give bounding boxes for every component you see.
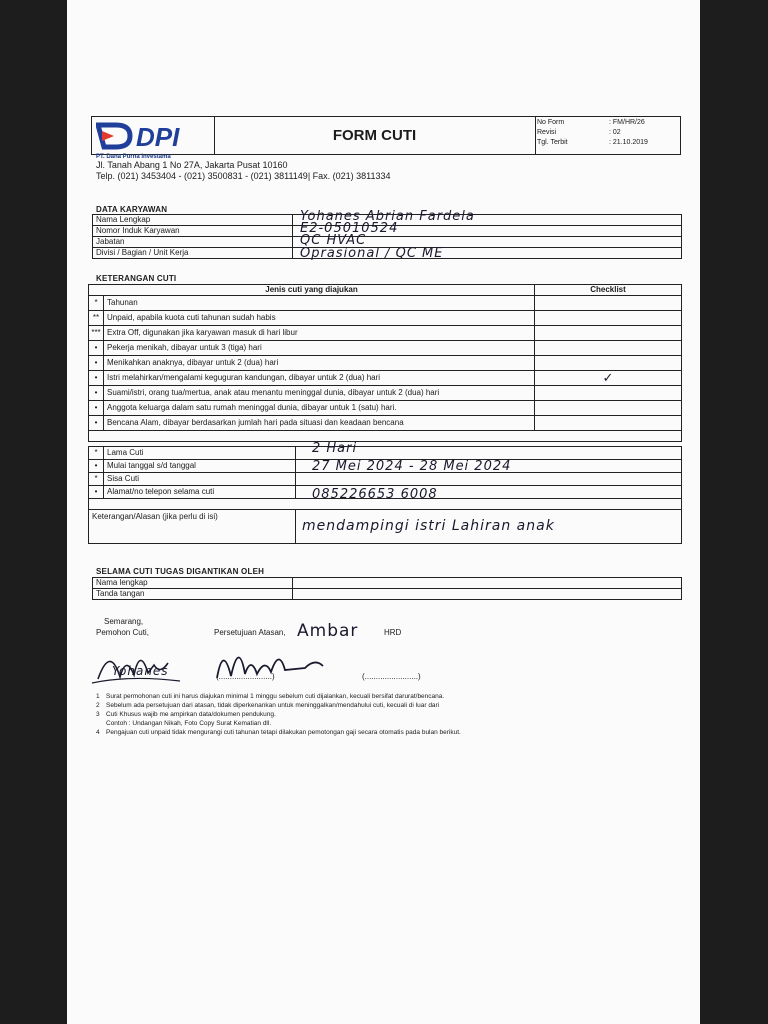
item-check (535, 416, 682, 431)
table-row (89, 473, 682, 486)
field-label: Alamat/no telepon selama cuti (104, 486, 296, 499)
field-label: Nomor Induk Karyawan (93, 226, 293, 237)
item-mark: • (89, 486, 104, 499)
handwritten-nik: E2-05010524 (300, 221, 399, 236)
item-mark: ** (89, 311, 104, 326)
meta-value: : 02 (609, 129, 621, 136)
pemohon-label: Pemohon Cuti, (96, 628, 149, 637)
company-address (96, 160, 391, 182)
footnote-number: 1 (96, 693, 100, 700)
item-check (535, 296, 682, 311)
handwritten-pemohon-name: Yohanes (112, 664, 169, 678)
footnote-text: Pengajuan cuti unpaid tidak mengurangi cuti tahunan tetapi dilakukan pemotongan gaji secara otomatis pada bulan berikut. (106, 729, 461, 736)
footnote-row (96, 692, 461, 701)
table-header-row (89, 285, 682, 296)
checkmark-icon: ✓ (535, 371, 682, 386)
footnote-text: Surat permohonan cuti ini harus diajukan minimal 1 minggu sebelum cuti dijalankan, kecuali bersifat darurat/bencana. (106, 693, 445, 700)
footnote-text: Sebelum ada persetujuan dari atasan, tidak diperkenankan untuk meninggalkan/mendahului cuti, kecuali di luar dari (106, 702, 440, 709)
alasan-label: Keterangan/Alasan (jika perlu di isi) (89, 510, 296, 544)
item-text: Suami/istri, orang tua/mertua, anak atau menantu meninggal dunia, dibayar untuk 2 (dua) hari (104, 386, 535, 401)
table-row (89, 296, 682, 311)
footnote-row (96, 701, 461, 710)
item-mark: • (89, 356, 104, 371)
handwritten-divisi: Oprasional / QC ME (300, 246, 444, 261)
address-line: Jl. Tanah Abang 1 No 27A, Jakarta Pusat 10160 (96, 160, 288, 170)
item-check (535, 341, 682, 356)
col-jenis-header: Jenis cuti yang diajukan (89, 285, 535, 296)
section-pengganti: SELAMA CUTI TUGAS DIGANTIKAN OLEH (96, 567, 265, 576)
footnote-row (96, 710, 461, 719)
table-row (93, 578, 682, 589)
handwritten-jabatan: QC HVAC (300, 233, 367, 248)
table-row (93, 589, 682, 600)
footnote-text: Contoh : Undangan Nikah, Foto Copy Surat Kematian dll. (106, 720, 272, 727)
table-row (89, 356, 682, 371)
item-check (535, 326, 682, 341)
field-value (293, 589, 682, 600)
handwritten-alasan: mendampingi istri Lahiran anak (302, 518, 555, 534)
table-spacer-row (89, 431, 682, 442)
col-checklist-header: Checklist (535, 285, 682, 296)
footnote-row (96, 719, 461, 728)
item-text: Istri melahirkan/mengalami keguguran kandungan, dibayar untuk 2 (dua) hari (104, 371, 535, 386)
table-row (89, 447, 682, 460)
item-mark: • (89, 416, 104, 431)
handwritten-telepon: 085226653 6008 (312, 487, 438, 502)
field-label: Lama Cuti (104, 447, 296, 460)
keterangan-cuti-table (88, 284, 682, 442)
item-check (535, 356, 682, 371)
item-mark: * (89, 296, 104, 311)
item-text: Tahunan (104, 296, 535, 311)
footnotes (96, 692, 461, 737)
footnote-number: 3 (96, 711, 100, 718)
table-row (89, 326, 682, 341)
meta-label: Tgl. Terbit (537, 139, 568, 146)
item-check (535, 386, 682, 401)
item-mark: • (89, 371, 104, 386)
footnote-number: 2 (96, 702, 100, 709)
handwritten-nama: Yohanes Abrian Fardela (300, 209, 475, 224)
table-row (89, 401, 682, 416)
field-label: Nama lengkap (93, 578, 293, 589)
field-label: Divisi / Bagian / Unit Kerja (93, 248, 293, 259)
footnote-number (96, 719, 106, 728)
handwritten-atasan-name: Ambar (297, 621, 359, 641)
field-value (296, 473, 682, 486)
footnote-text: Cuti Khusus wajib me ampirkan data/dokumen pendukung. (106, 711, 276, 718)
hrd-bracket: (........................) (362, 672, 421, 681)
dpi-logo-icon (96, 119, 208, 153)
footnote-number: 4 (96, 729, 100, 736)
item-text: Bencana Alam, dibayar berdasarkan jumlah hari pada situasi dan keadaan bencana (104, 416, 535, 431)
item-check (535, 311, 682, 326)
section-data-karyawan: DATA KARYAWAN (96, 205, 168, 214)
signature-place: Semarang, (104, 617, 144, 626)
item-text: Pekerja menikah, dibayar untuk 3 (tiga) hari (104, 341, 535, 356)
field-label: Tanda tangan (93, 589, 293, 600)
handwritten-tanggal: 27 Mei 2024 - 28 Mei 2024 (312, 459, 512, 474)
form-title: FORM CUTI (214, 117, 536, 154)
meta-label: No Form (537, 119, 565, 126)
item-text: Menikahkan anaknya, dibayar untuk 2 (dua) hari (104, 356, 535, 371)
form-meta (537, 118, 680, 148)
item-text: Unpaid, apabila kuota cuti tahunan sudah habis (104, 311, 535, 326)
item-mark: * (89, 473, 104, 486)
form-header (91, 116, 681, 155)
item-check (535, 401, 682, 416)
field-label: Nama Lengkap (93, 215, 293, 226)
company-name: PT. Dana Purna Investama (96, 154, 171, 160)
field-value (293, 578, 682, 589)
meta-value: : FM/HR/26 (609, 119, 645, 126)
logo-text: DPI (136, 122, 180, 152)
pemohon-signature-icon (90, 635, 190, 690)
section-keterangan-cuti: KETERANGAN CUTI (96, 274, 177, 283)
table-row (89, 371, 682, 386)
item-mark: • (89, 386, 104, 401)
phone-line: Telp. (021) 3453404 - (021) 3500831 - (021) 3811149| Fax. (021) 3811334 (96, 171, 391, 181)
atasan-bracket: (........................) (216, 672, 275, 681)
handwritten-lama-cuti: 2 Hari (312, 441, 358, 456)
item-mark: • (89, 341, 104, 356)
meta-label: Revisi (537, 129, 557, 136)
logo-cell (92, 117, 215, 154)
table-row (89, 386, 682, 401)
item-mark: • (89, 401, 104, 416)
field-label: Mulai tanggal s/d tanggal (104, 460, 296, 473)
field-label: Sisa Cuti (104, 473, 296, 486)
table-row (89, 311, 682, 326)
table-row (89, 341, 682, 356)
pengganti-table (92, 577, 682, 600)
field-label: Jabatan (93, 237, 293, 248)
item-text: Extra Off, digunakan jika karyawan masuk di hari libur (104, 326, 535, 341)
item-mark: *** (89, 326, 104, 341)
item-mark: * (89, 447, 104, 460)
hrd-label: HRD (384, 628, 402, 637)
table-row (89, 416, 682, 431)
item-mark: • (89, 460, 104, 473)
item-text: Anggota keluarga dalam satu rumah meninggal dunia, dibayar untuk 1 (satu) hari. (104, 401, 535, 416)
meta-value: : 21.10.2019 (609, 139, 648, 146)
footnote-row (96, 728, 461, 737)
atasan-label: Persetujuan Atasan, (214, 628, 286, 637)
